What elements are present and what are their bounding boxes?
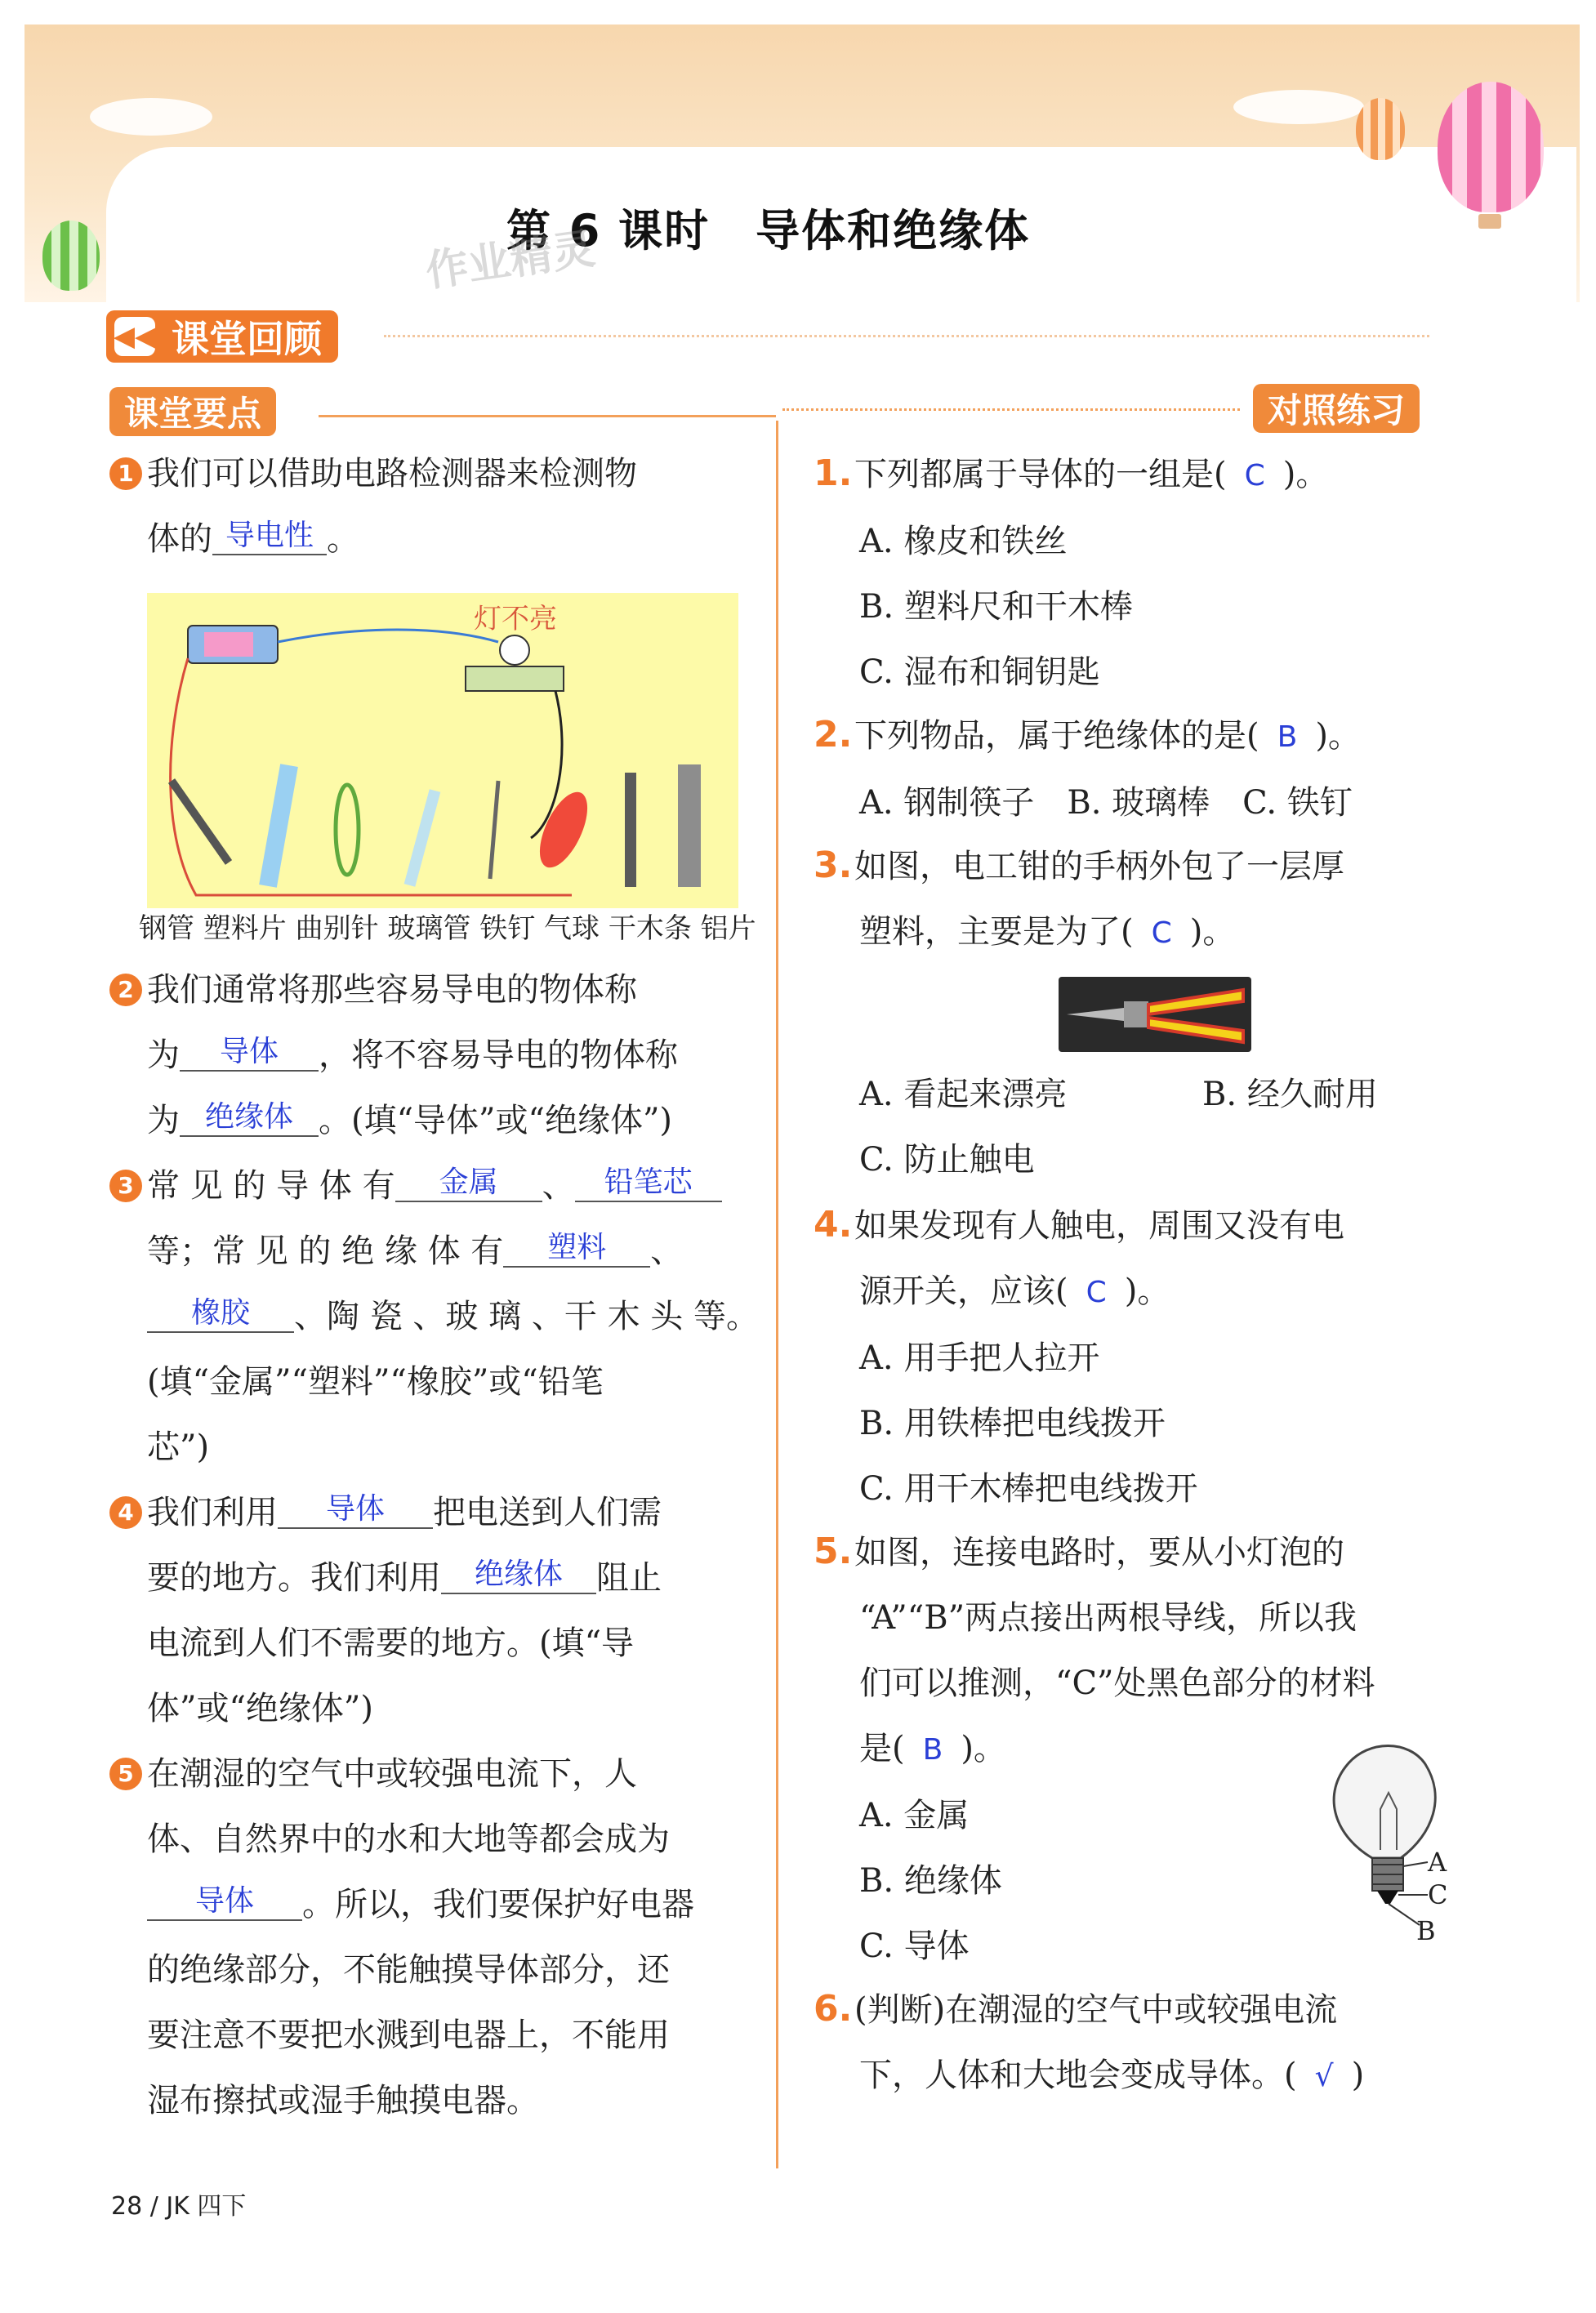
question-2: 2.下列物品，属于绝缘体的是( B )。 A. 钢制筷子 B. 玻璃棒 C. 铁钉: [814, 702, 1549, 836]
cloud-decoration: [90, 98, 212, 136]
bulb-label-c: C: [1428, 1879, 1448, 1910]
question-4: 4.如果发现有人触电，周围又没有电 源开关，应该( C )。 A. 用手把人拉开 B. 用铁棒把电线拨开 C. 用干木棒把电线拨开: [814, 1192, 1549, 1522]
number-badge: 1: [109, 457, 142, 490]
answer-mark: B: [1277, 720, 1298, 754]
answer-blank: 导电性: [212, 518, 327, 555]
light-bulb-figure: [1323, 1736, 1446, 1948]
answer-mark: C: [1151, 916, 1172, 950]
key-point-5: 5 在潮湿的空气中或较强电流下，人 体、自然界中的水和大地等都会成为 导体 。所以，我们要保护好电器 的绝缘部分，不能触摸导体部分，还 要注意不要把水溅到电器上，不能用 湿布擦拭或湿手触摸电器。: [109, 1741, 763, 2133]
section-tag-key-points: 课堂要点: [109, 387, 276, 436]
review-banner: [106, 310, 338, 363]
banner-label: 课堂回顾: [172, 317, 322, 361]
answer-mark: √: [1314, 2060, 1334, 2093]
key-point-4: 4 我们利用 导体 把电送到人们需 要的地方。我们利用 绝缘体 阻止 电流到人们不需要的地方。(填“导 体”或“绝缘体”): [109, 1480, 763, 1741]
question-6: 6.(判断)在潮湿的空气中或较强电流 下，人体和大地会变成导体。( √ ): [814, 1977, 1549, 2110]
question-5: 5.如图，连接电路时，要从小灯泡的 “A”“B”两点接出两根导线，所以我 们可以推测，“C”处黑色部分的材料 是( B )。 A. 金属 B. 绝缘体 C. 导体: [814, 1519, 1549, 1979]
key-point-3: 3 常 见 的 导 体 有 金属 、 铅笔芯 等；常 见 的 绝 缘 体 有 塑料 、 橡胶 、陶 瓷 、玻 璃 、干 木 头 等。 (填“金属”“塑料”“橡胶”或“铅笔 芯”): [109, 1153, 763, 1480]
key-point-1: 1 我们可以借助电路检测器来检测物 体的 导电性 。: [109, 441, 763, 572]
number-badge: 5: [109, 1758, 142, 1790]
answer-mark: C: [1244, 459, 1265, 492]
answer-mark: B: [922, 1733, 943, 1767]
number-badge: 2: [109, 974, 142, 1006]
question-number: 1.: [814, 452, 853, 494]
column-divider: [776, 421, 778, 2168]
question-3: 3.如图，电工钳的手柄外包了一层厚 塑料，主要是为了( C )。: [814, 833, 1549, 966]
question-number: 2.: [814, 714, 853, 755]
rewind-icon: ◀◀: [114, 317, 155, 356]
watermark: 作业精灵: [422, 224, 598, 297]
question-number: 6.: [814, 1988, 853, 2030]
answer-blank: 绝缘体: [180, 1099, 319, 1137]
answer-blank: 橡胶: [147, 1295, 294, 1333]
answer-blank: 导体: [147, 1883, 302, 1921]
cloud-decoration: [1233, 90, 1364, 124]
circuit-diagram: [147, 593, 738, 908]
question-3-options: A. 看起来漂亮 B. 经久耐用 C. 防止触电: [859, 1076, 1378, 1179]
key-point-2: 2 我们通常将那些容易导电的物体称 为 导体 ，将不容易导电的物体称 为 绝缘体 。(填“导体”或“绝缘体”): [109, 957, 763, 1153]
question-number: 5.: [814, 1531, 853, 1572]
answer-blank: 绝缘体: [441, 1557, 596, 1594]
figure-caption: 钢管 塑料片 曲别针 玻璃管 铁钉 气球 干木条 铝片: [139, 912, 756, 945]
page-footer: 28 / JK 四下: [111, 2192, 247, 2221]
question-number: 4.: [814, 1204, 853, 1246]
circuit-figure: [147, 593, 738, 908]
balloon-icon: [1356, 98, 1405, 160]
question-1: 1.下列都属于导体的一组是( C )。 A. 橡皮和铁丝 B. 塑料尺和干木棒 C. 湿布和铜钥匙: [814, 441, 1549, 705]
banner-divider: [384, 335, 1429, 337]
page-title: 第 6 课时 导体和绝缘体: [506, 205, 1031, 256]
answer-blank: 导体: [278, 1491, 433, 1529]
balloon-icon: [42, 221, 100, 291]
answer-blank: 金属: [395, 1165, 542, 1202]
answer-blank: 塑料: [503, 1230, 650, 1268]
pliers-icon: [1059, 977, 1251, 1052]
bulb-label-a: A: [1428, 1847, 1447, 1878]
answer-mark: C: [1086, 1276, 1107, 1309]
divider-dots: [782, 408, 1240, 411]
balloon-icon: [1438, 82, 1544, 212]
divider-arrow: [319, 415, 776, 417]
answer-blank: 铅笔芯: [575, 1165, 722, 1202]
section-tag-practice: 对照练习: [1253, 384, 1420, 433]
pliers-image: [1059, 977, 1251, 1052]
question-number: 3.: [814, 845, 853, 886]
balloon-basket-icon: [1478, 214, 1501, 229]
bulb-label-b: B: [1416, 1915, 1436, 1946]
figure-label: 灯不亮: [474, 603, 557, 635]
number-badge: 4: [109, 1496, 142, 1529]
answer-blank: 导体: [180, 1034, 319, 1072]
number-badge: 3: [109, 1170, 142, 1202]
